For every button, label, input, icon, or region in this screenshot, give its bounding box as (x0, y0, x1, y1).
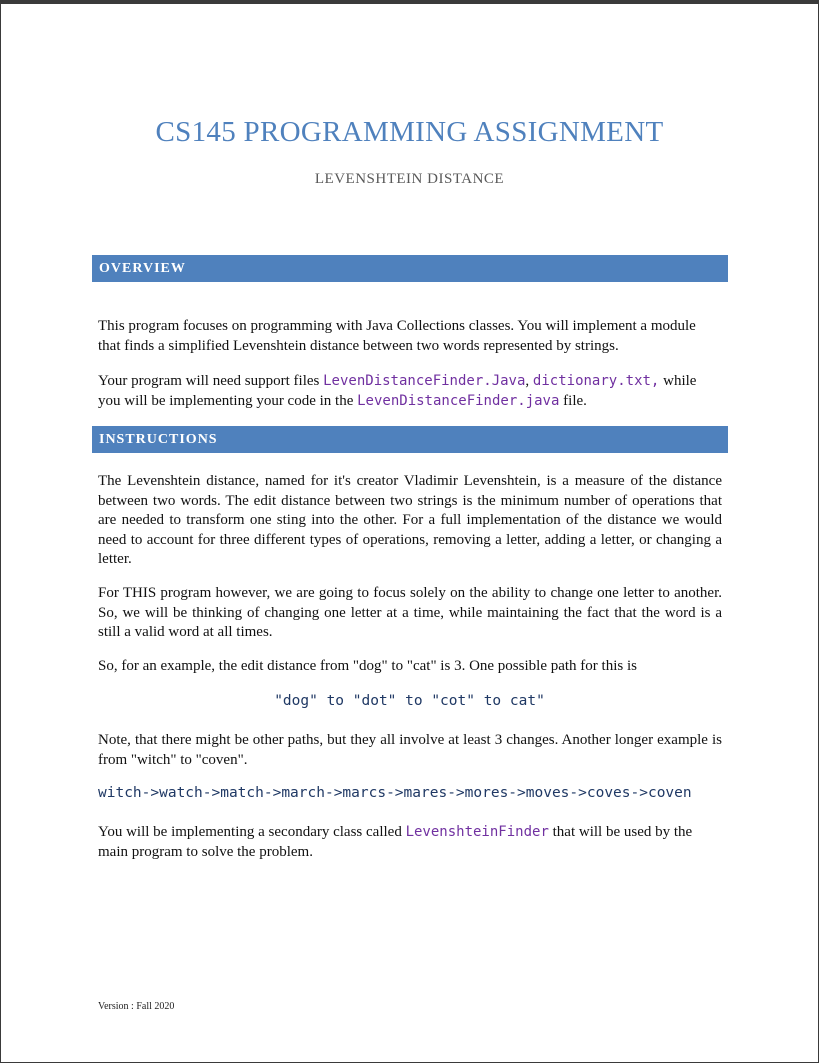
overview-paragraph-1: This program focuses on programming with Java Collections classes. You will implement a module that finds a simplified Levenshtein distance between two words represented by strings. (98, 318, 696, 354)
class-name-levenshtein-finder: LevenshteinFinder (405, 824, 549, 840)
document-title: CS145 PROGRAMMING ASSIGNMENT (155, 116, 664, 148)
comma: , (525, 373, 533, 389)
instructions-heading: INSTRUCTIONS (92, 426, 728, 453)
instructions-paragraph-1: The Levenshtein distance, named for it's creator Vladimir Levenshtein, is a measure of the distance between two words. The edit distance between two strings is the minimum number of operations that are needed to transform one sting into the other. For a full implementation of the distance we would need to account for three different types of operations, removing a letter, adding a letter, or changing a letter. (98, 473, 722, 567)
file-name-dictionary: dictionary.txt, (532, 373, 660, 389)
file-suffix: file. (559, 393, 587, 409)
instructions-paragraph-3: So, for an example, the edit distance from "dog" to "cat" is 3. One possible path for this is (98, 658, 637, 674)
support-files-prefix: Your program will need support files (98, 373, 324, 389)
instructions-paragraph-2: For THIS program however, we are going to focus solely on the ability to change one letter to another. So, we will be thinking of changing one letter at a time, while maintaining the fact that the word is a still a valid word at all times. (98, 585, 722, 640)
file-name-leven-java: LevenDistanceFinder.Java (323, 373, 526, 389)
example-path (0, 692, 819, 710)
example-path-text: "dog" to "dot" to "cot" to cat" (274, 693, 545, 709)
file-name-leven-java-impl: LevenDistanceFinder.java (357, 393, 560, 409)
secondary-class-suffix: that will be used by the main program to solve the problem. (98, 824, 693, 860)
version-footer: Version : Fall 2020 (98, 1001, 175, 1012)
word-chain (98, 784, 692, 802)
secondary-class-prefix: You will be implementing a secondary class called (98, 824, 406, 840)
document-subtitle: LEVENSHTEIN DISTANCE (314, 171, 505, 187)
instructions-paragraph-4: Note, that there might be other paths, but they all involve at least 3 changes. Another longer example is from "witch" to "coven". (98, 732, 722, 768)
word-chain-text: witch->watch->match->march->marcs->mares->mores->moves->coves->coven (98, 785, 692, 801)
implement-text: while you will be implementing your code in the (98, 373, 697, 409)
overview-heading: OVERVIEW (92, 255, 728, 282)
overview-paragraph-2 (98, 371, 722, 411)
instructions-paragraph-5 (98, 822, 722, 862)
